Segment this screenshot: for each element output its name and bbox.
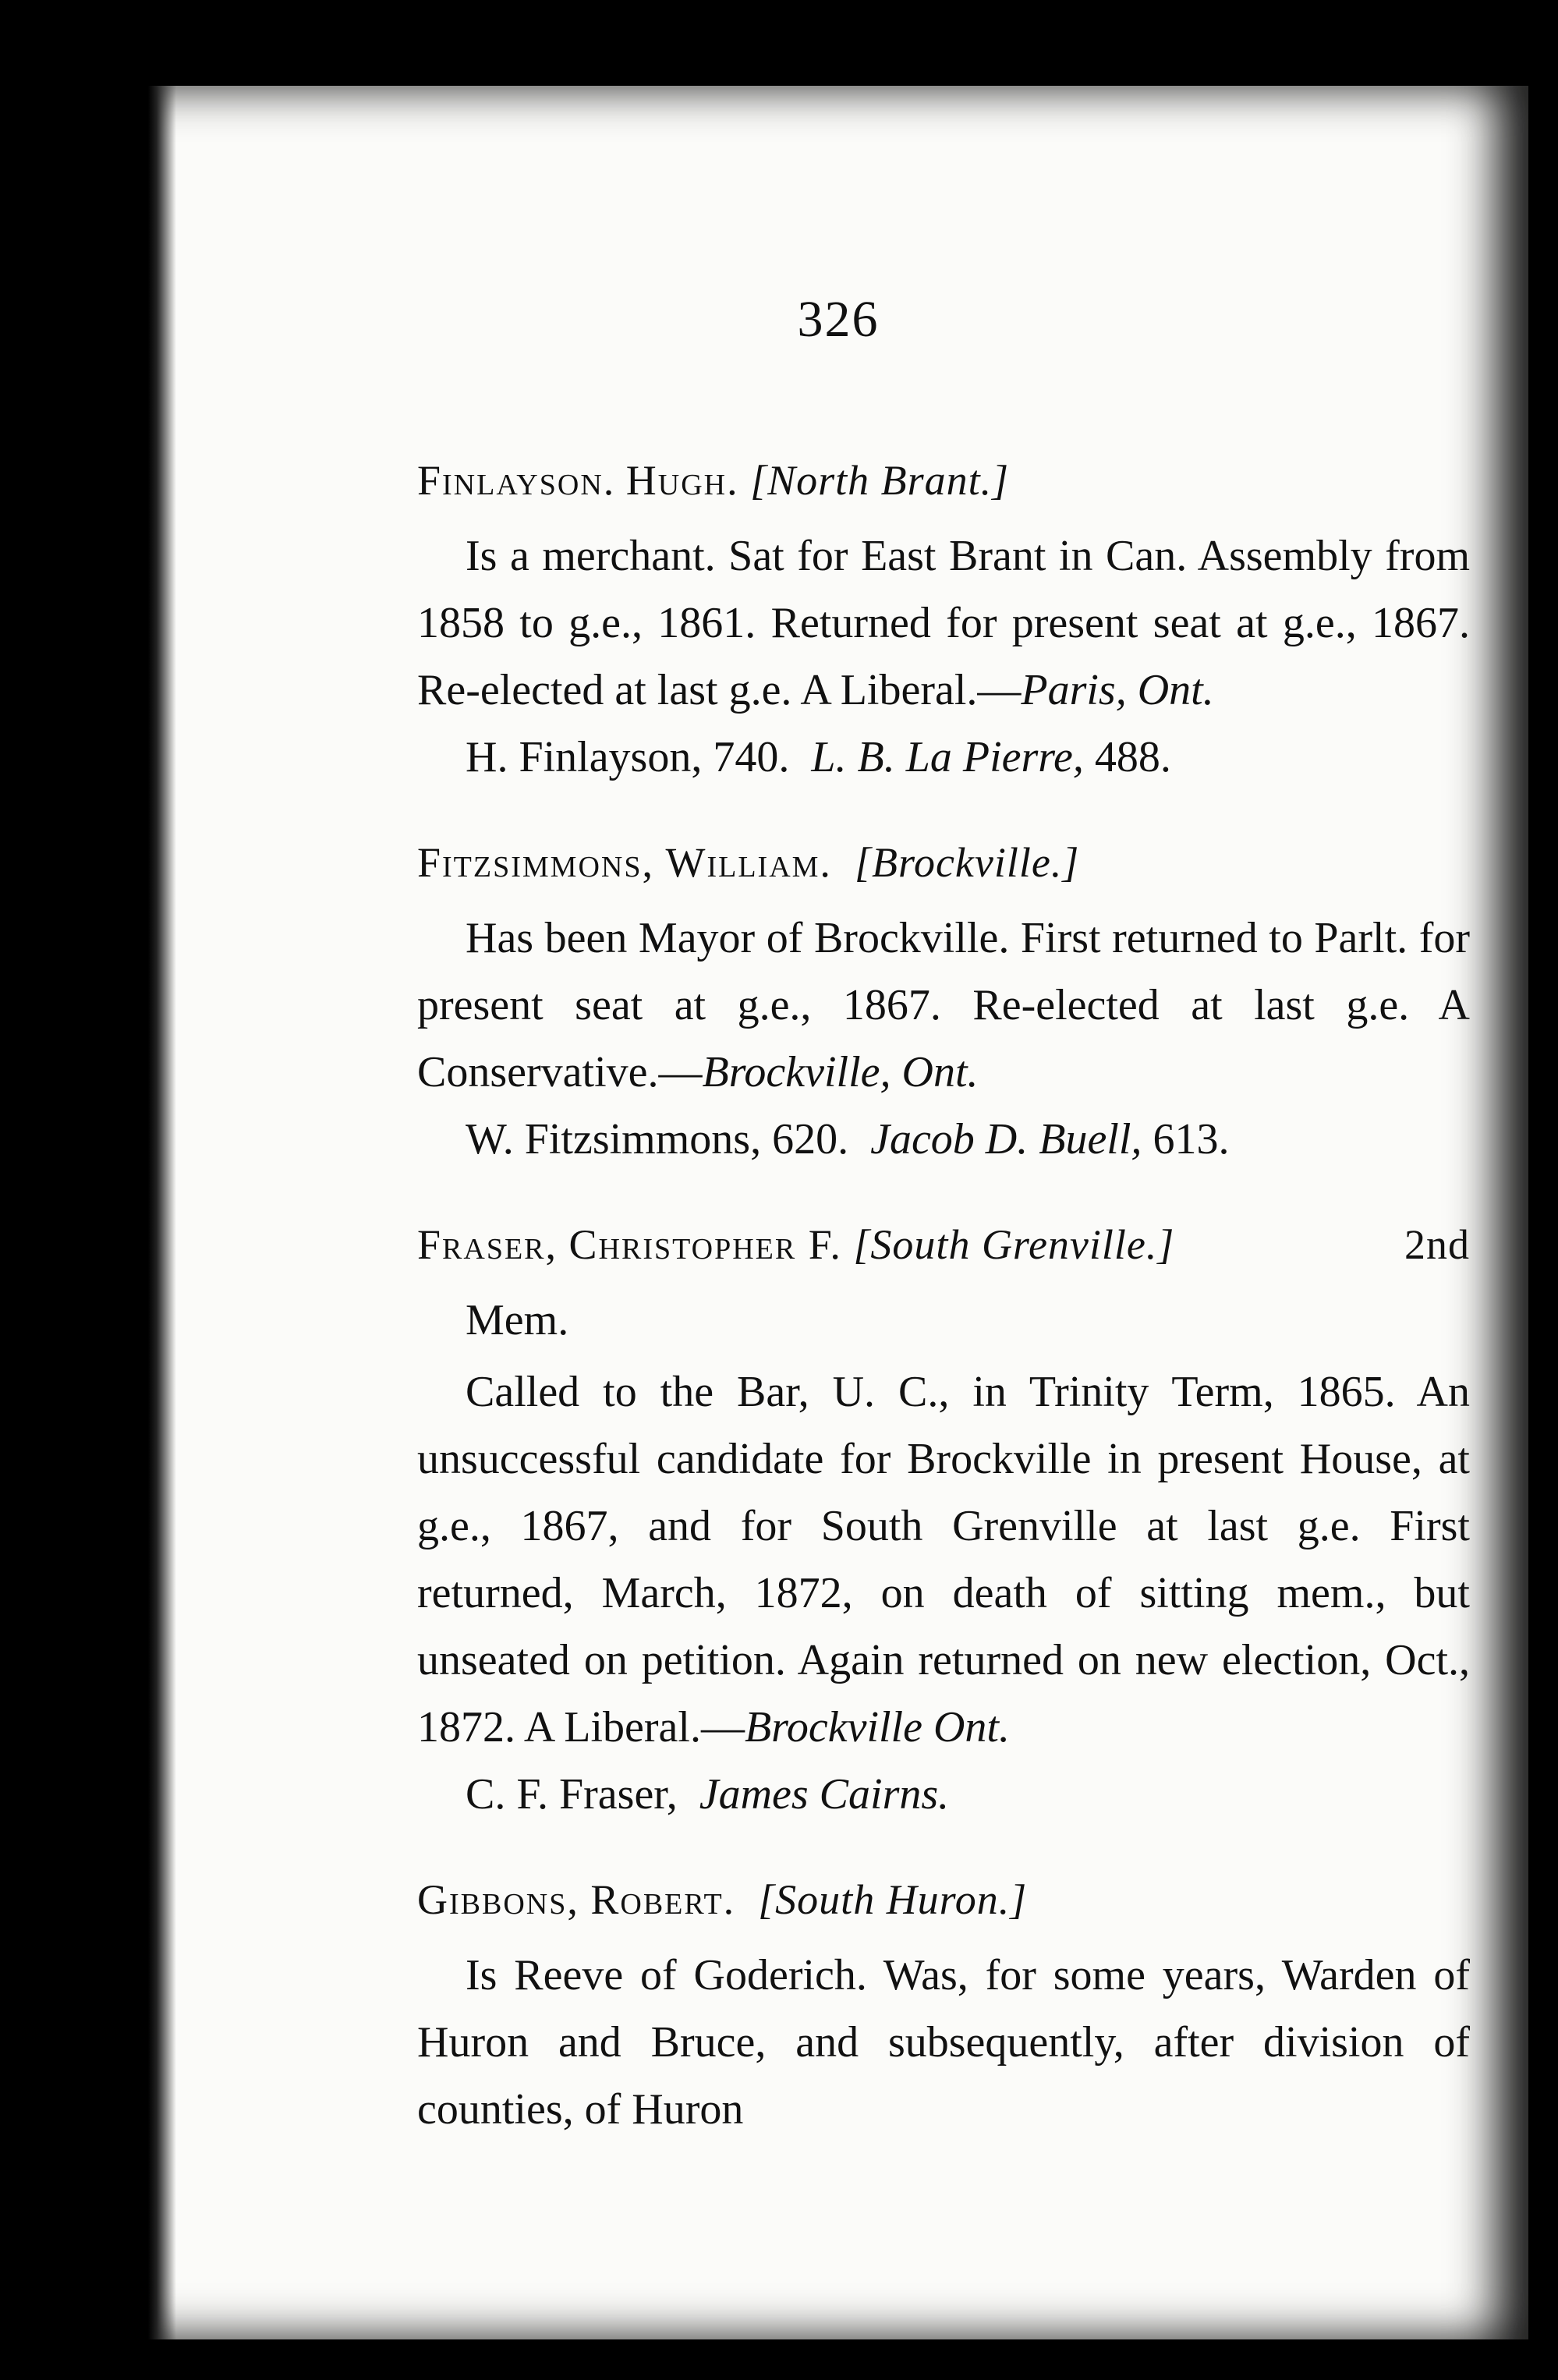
page-content	[417, 452, 1470, 2143]
entry-heading-gibbons	[417, 1872, 1470, 1928]
entry-seat: [South Grenville.]	[853, 1221, 1175, 1268]
entry-heading-fraser	[417, 1217, 1470, 1273]
entry-seat: [South Huron.]	[758, 1876, 1028, 1923]
entry-surname: Fraser,	[417, 1221, 558, 1268]
entry-surname: Fitzsimmons,	[417, 839, 654, 886]
vote-winner: H. Finlayson, 740.	[466, 733, 790, 781]
page-binding-shadow	[148, 86, 176, 2339]
entry-bio: Called to the Bar, U. C., in Trinity Term, 1865. An unsuccessful candidate for Brockville in present House, at g.e., 1867, and for South Grenville at last g.e. First returned, March, 1872, on death of sitting mem., but unseated on petition. Again returned on new election, Oct., 1872. A Liberal.—Brockville Ont.	[417, 1368, 1470, 1751]
vote-loser: Jacob D. Buell,	[870, 1115, 1142, 1163]
entry-surname: Finlayson	[417, 457, 604, 504]
entry-seat: [North Brant.]	[750, 457, 1010, 504]
page-number: 326	[797, 291, 880, 348]
entry-member-note: 2nd	[1404, 1221, 1470, 1268]
entry-seat: [Brockville.]	[854, 839, 1080, 886]
vote-loser: L. B. La Pierre,	[811, 733, 1084, 781]
vote-loser-count: 613.	[1153, 1115, 1230, 1163]
entry-bio: Is a merchant. Sat for East Brant in Can. Assembly from 1858 to g.e., 1861. Returned for present seat at g.e., 1867. Re-elected at last g.e. A Liberal.—Paris, Ont.	[417, 532, 1470, 714]
entry-vote-result	[417, 1761, 1470, 1828]
entry-address: Paris, Ont.	[1021, 666, 1214, 714]
entry-vote-result	[417, 724, 1470, 791]
entry-heading-fitzsimmons	[417, 834, 1470, 891]
vote-winner: W. Fitzsimmons, 620.	[466, 1115, 849, 1163]
vote-loser: James Cairns.	[699, 1770, 950, 1819]
entry-bio: Has been Mayor of Brockville. First returned to Parlt. for present seat at g.e., 1867. Re-elected at last g.e. A Conservative.—Brockville, Ont.	[417, 914, 1470, 1096]
book-page	[148, 86, 1528, 2339]
entry-heading-finlayson: Finlayson. Hugh. [North Brant.]	[417, 457, 1010, 504]
entry-heading-continuation: Mem.	[466, 1296, 569, 1344]
vote-loser-count: 488.	[1094, 733, 1171, 781]
entry-given-name: Christopher F.	[568, 1221, 842, 1268]
vote-winner: C. F. Fraser,	[466, 1770, 678, 1819]
entry-surname: Gibbons,	[417, 1876, 579, 1923]
entry-given-name: Hugh.	[625, 457, 739, 504]
entry-vote-result	[417, 1106, 1470, 1173]
entry-bio: Is Reeve of Goderich. Was, for some years, Warden of Huron and Bruce, and subsequently, after division of counties, of Huron	[417, 1951, 1470, 2134]
entry-address: Brockville Ont.	[744, 1703, 1010, 1751]
entry-address: Brockville, Ont.	[702, 1048, 979, 1096]
entry-given-name: Robert.	[590, 1876, 736, 1923]
entry-given-name: William.	[665, 839, 832, 886]
